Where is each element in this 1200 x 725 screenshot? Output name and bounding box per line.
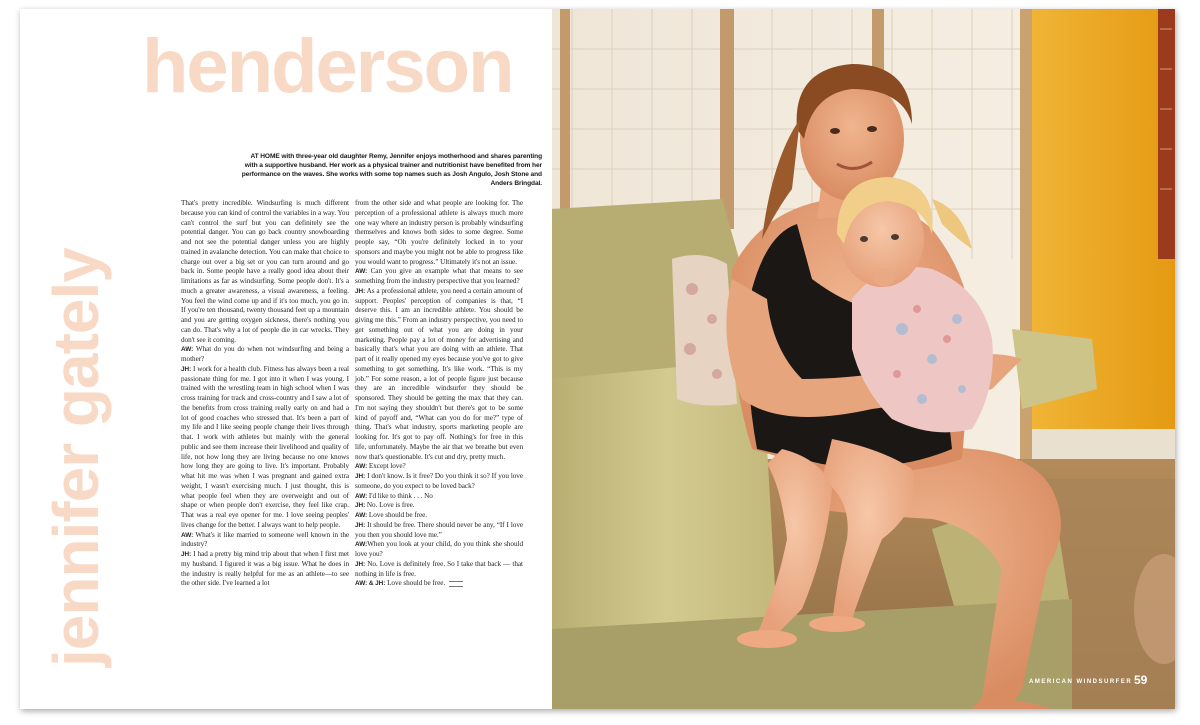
footer-magazine-name: AMERICAN WINDSURFER xyxy=(1029,679,1133,685)
speaker-label: AW: xyxy=(355,541,368,549)
paragraph-text: When you look at your child, do you think she should love you? xyxy=(355,540,523,558)
speaker-label: AW: xyxy=(181,346,194,354)
article-paragraph xyxy=(181,531,349,551)
speaker-label: JH: xyxy=(355,560,366,568)
paragraph-text: Can you give an example what that means to see something from the industry perspective that you learned? xyxy=(355,267,523,285)
article-paragraph xyxy=(355,492,523,502)
article-paragraph xyxy=(355,472,523,492)
article-paragraph xyxy=(355,560,523,580)
headline-first-name: jennifer gately xyxy=(40,248,112,667)
article-paragraph xyxy=(181,550,349,589)
paragraph-text: As a professional athlete, you need a certain amount of support. Peoples' perception of companies is that, “I deserve this. I am an incredible athlete. You should be giving me this.” From an industry perspective, you need to get something out of what you are doing in your marketing. People pay a lot of money for advertising and basically that's what you are doing with an athlete. That part of it really opened my eyes because you've got to give something to get something. It's like work. “This is my job.” For some reason, a lot of people figure just because they are an incredible windsurfer they should be sponsored. They should be getting the max that they can. I'm not saying they shouldn't but there's got to be some kind of payoff and, “What can you do for me?” type of thing. That's what industry, sports marketing people are looking for. It's got to pay off. Nothing's for free in this life, unfortunately. Maybe the air that we breathe but even now that's questionable. It's cut and dry, pretty much. xyxy=(355,286,523,461)
article-paragraph xyxy=(355,579,523,589)
paragraph-text: Except love? xyxy=(367,462,406,471)
speaker-label: JH: xyxy=(181,365,192,373)
paragraph-text: No. Love is free. xyxy=(365,501,415,510)
article-column-1 xyxy=(181,199,349,589)
paragraph-text: What's it like married to someone well known in the industry? xyxy=(181,530,349,549)
paragraph-text: That's pretty incredible. Windsurfing is much different because you can kind of control the variables in a way. You can't control the surf but you can definitely see the potential danger. You can go back country snowboarding and not see the potential danger unless you are highly trained in avalanche detection. You can make that choice to charge out over a big set or you can turn around and go back in. Some people have a really good idea about their limitations as far as windsurfing. Some people don't. It's a much a greater awareness, a visual awareness, a feeling. You feel the wind come up and if it's too much, you go in. If you're ten thousand, twenty thousand feet up a mountain and you are getting oxygen sickness, there's nothing you can do. That's why a lot of people die in car wrecks. They don't see it coming. xyxy=(181,199,349,344)
article-paragraph xyxy=(355,511,523,521)
paragraph-text: I work for a health club. Fitness has always been a real passionate thing for me. I got into it when I was young. I trained with the wrestling team in high school when I was cross training for track and cross-country and I saw a lot of the benefits from cross training really early on and had a lot of good coaches who stressed that. It's been a part of my life and I like seeing people change their lives through that. I work with athletes but mainly with the general public and see them increase their livelihood and quality of life, not how long they are living because no one knows how long they are going to live. It's important. Probably what hit me was when I was pregnant and gained extra weight, I wasn't exercising much. I just thought, this is what people feel when they are overweight and out of shape or when people don't exercise, they feel like crap. That was a real eye opener for me. I love seeing peoples' lives change for the better. I always want to help people. xyxy=(181,364,349,529)
article-paragraph xyxy=(355,267,523,287)
speaker-label: JH: xyxy=(181,551,192,558)
photo-mother-and-daughter xyxy=(552,9,1175,709)
paragraph-text: What do you do when not windsurfing and being a mother? xyxy=(181,345,349,363)
magazine-spread xyxy=(20,9,1175,709)
speaker-label: AW: xyxy=(181,531,194,539)
article-paragraph xyxy=(355,501,523,511)
caption-lead: AT HOME xyxy=(250,153,280,160)
caption-text: with three-year old daughter Remy, Jennifer enjoys motherhood and shares parenting with a supportive husband. Her work as a physical trainer and nutritionist have benefited from her performance on the waves. She works with some top names such as Josh Angulo, Josh Stone and Anders Bringdal. xyxy=(241,153,542,187)
speaker-label: JH: xyxy=(355,521,366,529)
right-page xyxy=(552,9,1175,709)
article-paragraph xyxy=(181,345,349,365)
speaker-label: AW: xyxy=(355,268,368,276)
paragraph-text: I had a pretty big mind trip about that when I first met my husband. I figured it was a big issue. What he does in the industry is really helpful for me as an athlete—to see the other side. I've learned a lot xyxy=(181,550,349,588)
article-paragraph xyxy=(355,287,523,463)
end-mark-icon xyxy=(449,581,463,587)
paragraph-text: It should be free. There should never be any, “If I love you then you should love me.” xyxy=(355,520,523,539)
headline-last-name: henderson xyxy=(142,24,513,109)
article-paragraph xyxy=(355,199,523,267)
paragraph-text: No. Love is definitely free. So I take that back — that nothing in life is free. xyxy=(355,559,523,578)
paragraph-text: Love should be free. xyxy=(367,511,427,519)
speaker-label: AW: xyxy=(355,463,368,471)
speaker-label: AW: & JH: xyxy=(355,580,386,588)
speaker-label: AW: xyxy=(355,492,368,500)
speaker-label: JH: xyxy=(355,473,366,480)
paragraph-text: I don't know. Is it free? Do you think it so? If you love someone, do you expect to be loved back? xyxy=(355,472,523,490)
paragraph-text: Love should be free. xyxy=(385,579,446,588)
article-paragraph xyxy=(355,521,523,541)
footer-page-number: 59 xyxy=(1134,673,1148,687)
article-paragraph xyxy=(355,462,523,472)
speaker-label: JH: xyxy=(355,502,366,510)
speaker-label: JH: xyxy=(355,287,366,295)
article-paragraph xyxy=(181,199,349,345)
speaker-label: AW: xyxy=(355,512,368,519)
left-page xyxy=(20,9,552,709)
article-paragraph xyxy=(355,540,523,560)
article-paragraph xyxy=(181,365,349,531)
photo-caption xyxy=(238,152,542,188)
paragraph-text: I'd like to think . . . No xyxy=(367,491,433,500)
paragraph-text: from the other side and what people are looking for. The perception of a professional athlete is always much more one way where an industry person is probably windsurfing themselves and knows both sides to some degree. Some people say, “Oh you're definitely locked in to your sponsors and maybe you might not be able to progress like you would want to progress.” Ultimately it's not an issue. xyxy=(355,199,523,266)
article-column-2 xyxy=(355,199,523,589)
